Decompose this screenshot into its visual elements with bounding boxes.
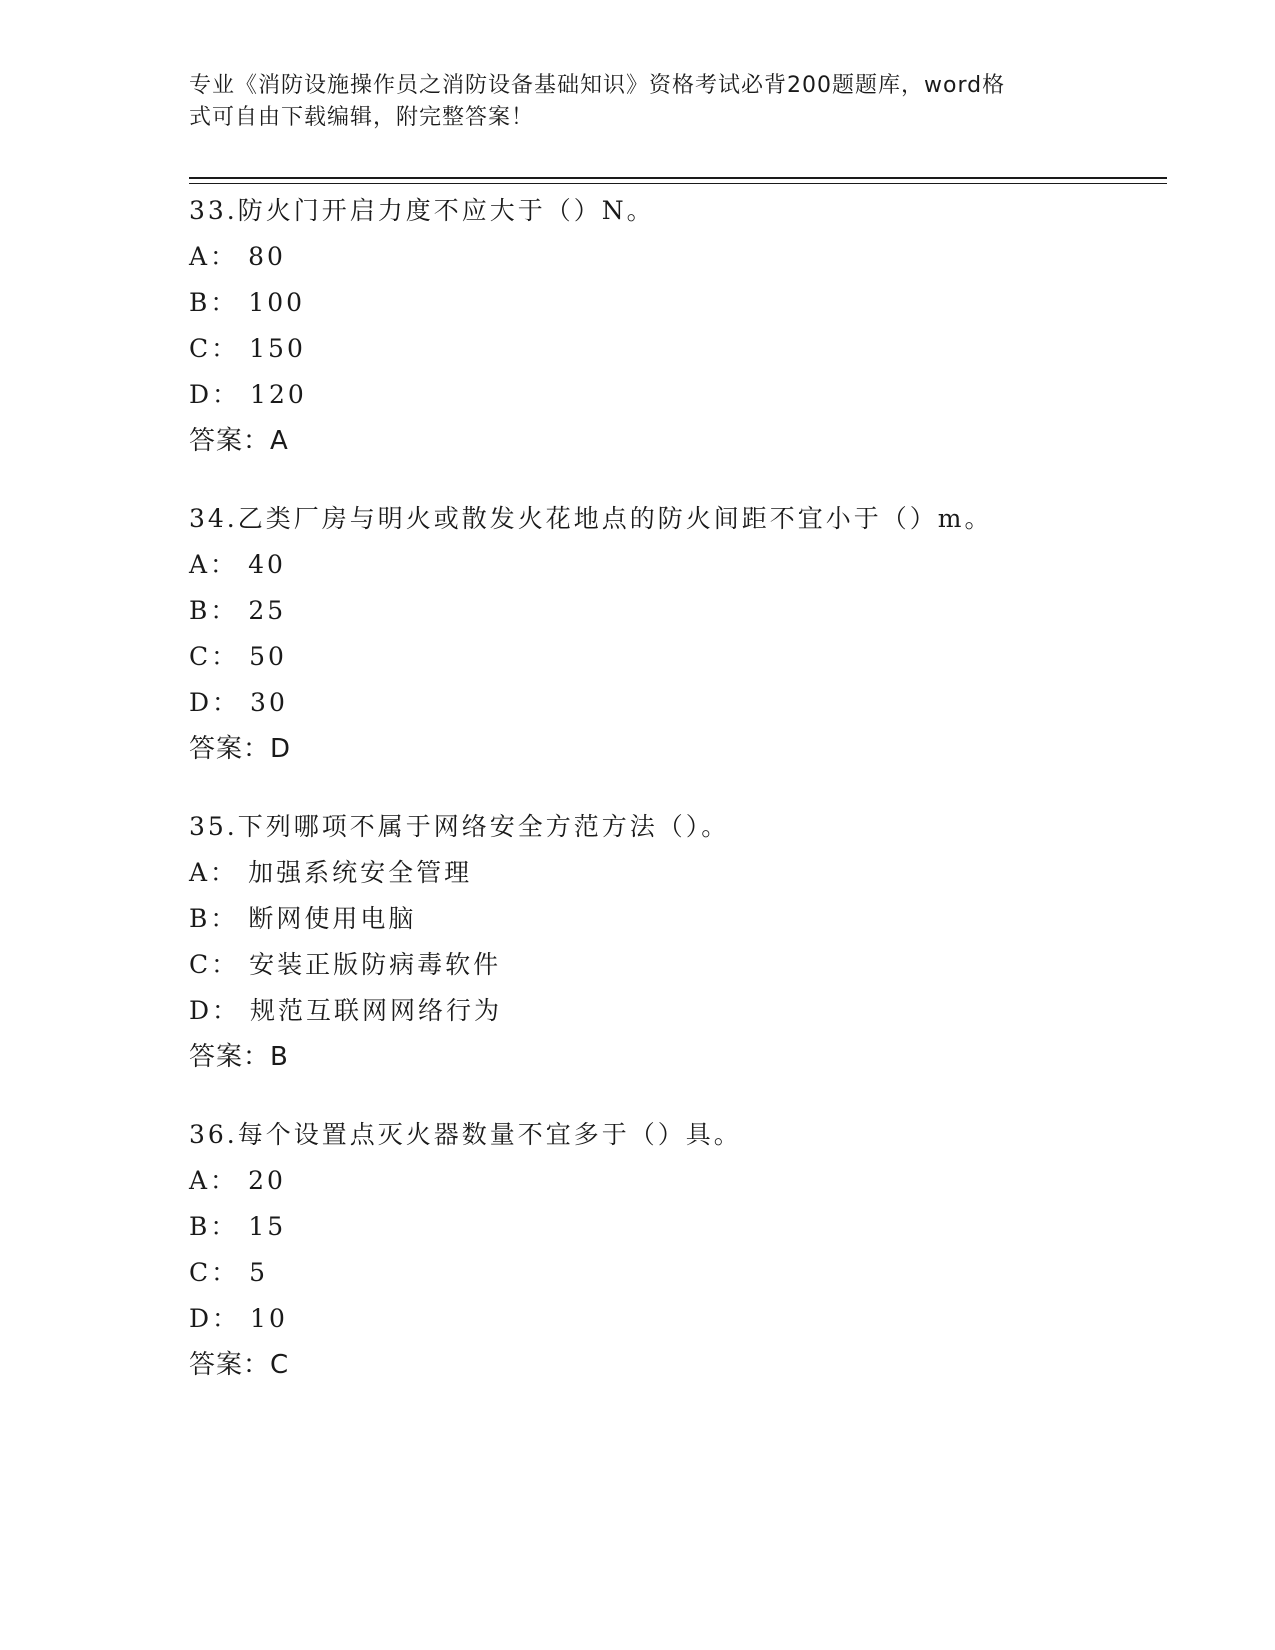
option-text: 150 — [249, 334, 306, 363]
option-b — [189, 588, 1169, 634]
option-text: 安装正版防病毒软件 — [249, 950, 502, 979]
option-letter: B： — [189, 596, 239, 625]
option-d — [189, 372, 1169, 418]
option-letter: D： — [189, 996, 241, 1025]
option-text: 50 — [249, 642, 287, 671]
option-letter: C： — [189, 1258, 240, 1287]
option-letter: B： — [189, 288, 239, 317]
header-divider-thin — [189, 183, 1167, 184]
option-d — [189, 1296, 1169, 1342]
option-d — [189, 680, 1169, 726]
option-a — [189, 234, 1169, 280]
option-b — [189, 280, 1169, 326]
option-text: 40 — [248, 550, 286, 579]
option-text: 100 — [248, 288, 306, 317]
option-a — [189, 1158, 1169, 1204]
header-line-1: 专业《消防设施操作员之消防设备基础知识》资格考试必背200题题库，word格 — [189, 73, 1006, 98]
option-letter: A： — [189, 858, 239, 887]
option-text: 5 — [249, 1258, 269, 1287]
option-text: 加强系统安全管理 — [248, 858, 473, 887]
option-text: 规范互联网网络行为 — [250, 996, 503, 1025]
header-line-2: 式可自由下载编辑，附完整答案！ — [189, 105, 535, 130]
answer-line: 答案：C — [189, 1350, 290, 1380]
option-letter: A： — [189, 242, 239, 271]
option-letter: D： — [189, 688, 241, 717]
option-text: 10 — [250, 1304, 288, 1333]
option-c — [189, 326, 1169, 372]
option-text: 20 — [248, 1166, 286, 1195]
option-text: 15 — [248, 1212, 287, 1241]
question-33 — [189, 188, 1169, 464]
option-a — [189, 542, 1169, 588]
answer-line: 答案：D — [189, 734, 292, 764]
option-c — [189, 1250, 1169, 1296]
option-text: 80 — [248, 242, 286, 271]
question-stem: 33.防火门开启力度不应大于（）N。 — [189, 196, 655, 225]
option-letter: C： — [189, 950, 240, 979]
question-34 — [189, 496, 1169, 772]
option-b — [189, 1204, 1169, 1250]
option-c — [189, 634, 1169, 680]
option-text: 25 — [248, 596, 287, 625]
answer-line: 答案：A — [189, 426, 289, 456]
option-letter: D： — [189, 1304, 241, 1333]
document-header — [189, 70, 1089, 134]
option-letter: B： — [189, 904, 239, 933]
option-text: 120 — [250, 380, 307, 409]
option-text: 断网使用电脑 — [248, 904, 417, 933]
question-stem: 35.下列哪项不属于网络安全方范方法（）。 — [189, 812, 730, 841]
option-letter: A： — [189, 1166, 239, 1195]
option-letter: D： — [189, 380, 241, 409]
option-letter: C： — [189, 642, 240, 671]
question-stem: 34.乙类厂房与明火或散发火花地点的防火间距不宜小于（）m。 — [189, 504, 993, 533]
question-35 — [189, 804, 1169, 1080]
header-divider-thick — [189, 177, 1167, 179]
option-letter: A： — [189, 550, 239, 579]
option-text: 30 — [250, 688, 288, 717]
option-letter: C： — [189, 334, 240, 363]
option-a — [189, 850, 1169, 896]
option-c — [189, 942, 1169, 988]
option-letter: B： — [189, 1212, 239, 1241]
option-b — [189, 896, 1169, 942]
question-36 — [189, 1112, 1169, 1388]
option-d — [189, 988, 1169, 1034]
answer-line: 答案：B — [189, 1042, 289, 1072]
question-stem: 36.每个设置点灭火器数量不宜多于（）具。 — [189, 1120, 742, 1149]
